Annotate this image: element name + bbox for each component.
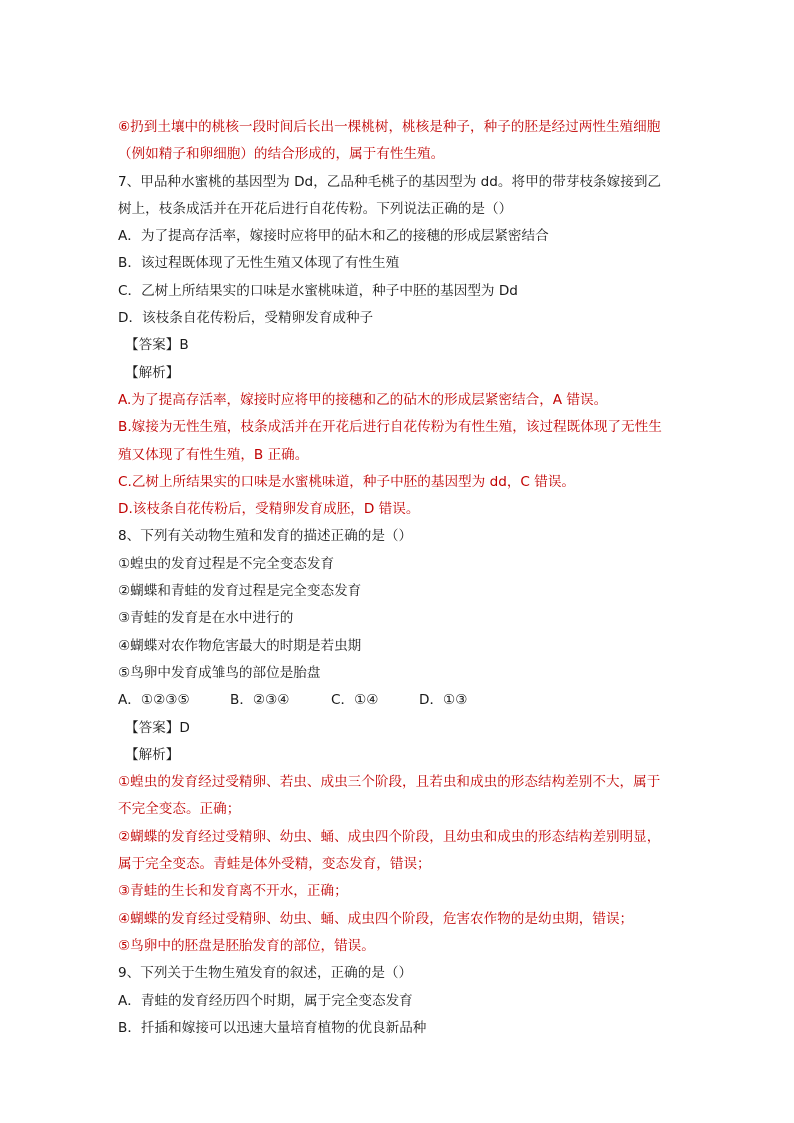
- analysis-line: ④蝴蝶的发育经过受精卵、幼虫、蛹、成虫四个阶段，危害农作物的是幼虫期，错误；: [118, 910, 634, 927]
- option-a: A．青蛙的发育经历四个时期，属于完全变态发育: [118, 992, 413, 1009]
- answer-label: 【答案】B: [125, 337, 189, 354]
- analysis-line: A.为了提高存活率，嫁接时应将甲的接穗和乙的砧木的形成层紧密结合，A 错误。: [118, 391, 608, 408]
- intro-line: （例如精子和卵细胞）的结合形成的，属于有性生殖。: [118, 146, 445, 163]
- analysis-line: ⑤鸟卵中的胚盘是胚胎发育的部位，错误。: [118, 937, 375, 954]
- intro-line: ⑥扔到土壤中的桃核一段时间后长出一棵桃树，桃核是种子，种子的胚是经过两性生殖细胞: [118, 119, 661, 135]
- intro-block: [118, 114, 690, 169]
- analysis-line: 殖又体现了有性生殖，B 正确。: [118, 446, 309, 463]
- statement-3: ③青蛙的发育是在水中进行的: [118, 610, 294, 627]
- analysis-line: ①蝗虫的发育经过受精卵、若虫、成虫三个阶段，且若虫和成虫的形态结构差别不大，属于: [118, 774, 661, 791]
- options-row: [118, 687, 690, 714]
- option-d: D．该枝条自花传粉后，受精卵发育成种子: [118, 310, 374, 327]
- option-c: C．乙树上所结果实的口味是水蜜桃味道，种子中胚的基因型为 Dd: [118, 282, 518, 299]
- analysis-label: 【解析】: [125, 364, 180, 381]
- question-stem: 9、下列关于生物生殖发育的叙述，正确的是（）: [118, 965, 413, 982]
- option-d: D．①③: [419, 692, 468, 709]
- analysis-line: 属于完全变态。青蛙是体外受精，变态发育，错误；: [118, 856, 431, 873]
- question-stem: 8、下列有关动物生殖和发育的描述正确的是（）: [118, 528, 413, 545]
- question-7: [118, 169, 690, 524]
- statement-5: ⑤鸟卵中发育成雏鸟的部位是胎盘: [118, 664, 321, 681]
- option-c: C．①④: [331, 692, 379, 709]
- analysis-line: 不完全变态。正确；: [118, 801, 241, 818]
- statement-2: ②蝴蝶和青蛙的发育过程是完全变态发育: [118, 583, 362, 600]
- option-a: A．为了提高存活率，嫁接时应将甲的砧木和乙的接穗的形成层紧密结合: [118, 228, 549, 245]
- statement-1: ①蝗虫的发育过程是不完全变态发育: [118, 555, 335, 572]
- question-9: [118, 960, 690, 1042]
- statement-4: ④蝴蝶对农作物危害最大的时期是若虫期: [118, 637, 362, 654]
- analysis-label: 【解析】: [125, 746, 180, 763]
- question-stem: 7、甲品种水蜜桃的基因型为 Dd，乙品种毛桃子的基因型为 dd。将甲的带芽枝条嫁接到乙: [118, 173, 662, 190]
- option-b: B．该过程既体现了无性生殖又体现了有性生殖: [118, 255, 400, 272]
- analysis-line: ②蝴蝶的发育经过受精卵、幼虫、蛹、成虫四个阶段，且幼虫和成虫的形态结构差别明显，: [118, 828, 661, 845]
- answer-label: 【答案】D: [125, 719, 190, 736]
- option-a: A．①②③⑤: [118, 692, 190, 709]
- analysis-line: C.乙树上所结果实的口味是水蜜桃味道，种子中胚的基因型为 dd，C 错误。: [118, 473, 576, 490]
- document-page: [118, 114, 690, 1042]
- analysis-line: D.该枝条自花传粉后，受精卵发育成胚，D 错误。: [118, 501, 420, 518]
- question-8: [118, 523, 690, 960]
- analysis-line: B.嫁接为无性生殖，枝条成活并在开花后进行自花传粉为有性生殖，该过程既体现了无性生: [118, 419, 662, 436]
- option-b: B．扦插和嫁接可以迅速大量培育植物的优良新品种: [118, 1019, 427, 1036]
- question-stem: 树上，枝条成活并在开花后进行自花传粉。下列说法正确的是（）: [118, 200, 513, 217]
- analysis-line: ③青蛙的生长和发育离不开水，正确；: [118, 883, 348, 900]
- option-b: B．②③④: [230, 692, 290, 709]
